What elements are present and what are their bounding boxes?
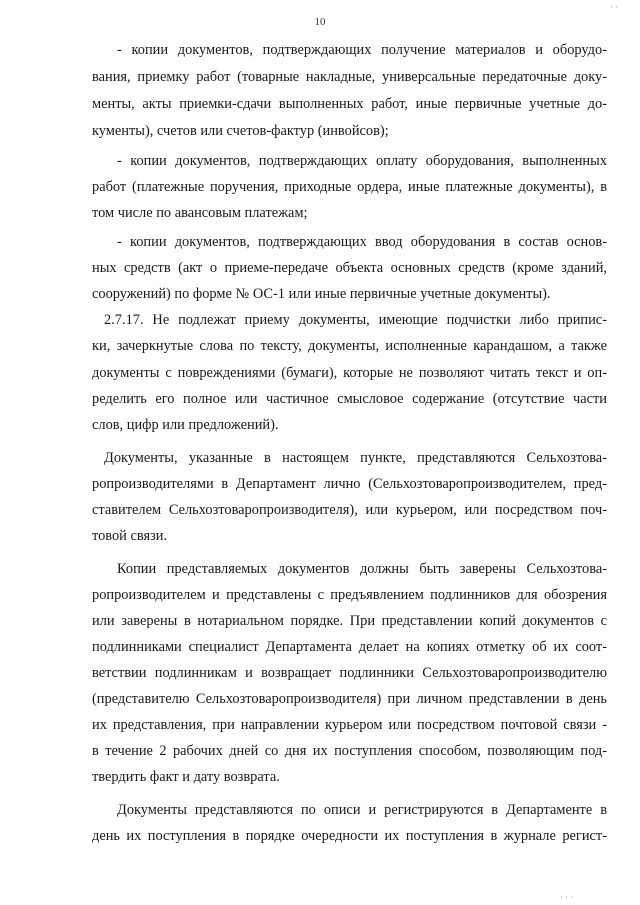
text-line (0, 739, 640, 763)
text-line-content: подлинниками специалист Департамента делает на копиях отметку об их соот- (92, 639, 607, 655)
text-line-content: ных средств (акт о приеме-передаче объекта основных средств (кроме зданий, (92, 260, 607, 276)
text-line (0, 798, 640, 822)
text-line-content: Копии представляемых документов должны быть заверены Сельхозтова- (117, 561, 607, 577)
text-line (0, 282, 640, 306)
text-line-content: ветствии подлинникам и возвращает подлинники Сельхозтоваропроизводителю (92, 665, 607, 681)
text-line-content: в течение 2 рабочих дней со дня их поступления способом, позволяющим под- (92, 743, 607, 759)
scan-artifact-top: · · (610, 2, 619, 12)
text-line-content: документы с повреждениями (бумаги), которые не позволяют читать текст и оп- (92, 365, 607, 381)
text-line (0, 687, 640, 711)
text-line (0, 824, 640, 848)
text-line (0, 635, 640, 659)
text-line (0, 256, 640, 280)
text-line (0, 92, 640, 116)
text-line-content: ределить его полное или частичное смысловое содержание (отсутствие части (92, 391, 607, 407)
text-line (0, 149, 640, 173)
text-line-content: 2.7.17. Не подлежат приему документы, имеющие подчистки либо припис- (104, 312, 607, 328)
text-line (0, 583, 640, 607)
text-line-content: ропроизводителем и представлены с предъявлением подлинников для обозрения (92, 587, 607, 603)
text-line (0, 38, 640, 62)
text-line-content: - копии документов, подтверждающих оплату оборудования, выполненных (117, 153, 607, 169)
text-line-content: твердить факт и дату возврата. (92, 769, 280, 785)
text-line (0, 175, 640, 199)
text-line (0, 361, 640, 385)
page-number: 10 (314, 16, 326, 28)
text-line-content: вания, приемку работ (товарные накладные, универсальные передаточные доку- (92, 69, 607, 85)
text-line (0, 609, 640, 633)
text-line-content: их представления, при направлении курьером или посредством почтовой связи - (92, 717, 607, 733)
text-line (0, 387, 640, 411)
text-line (0, 119, 640, 143)
text-line (0, 308, 640, 332)
text-line (0, 413, 640, 437)
text-line (0, 334, 640, 358)
text-line (0, 201, 640, 225)
text-line-content: (представителю Сельхозтоваропроизводителя) при личном представлении в день (92, 691, 607, 707)
text-line-content: кументы), счетов или счетов-фактур (инвойсов); (92, 123, 389, 139)
text-line (0, 765, 640, 789)
text-line (0, 557, 640, 581)
text-line (0, 230, 640, 254)
text-line-content: Документы представляются по описи и регистрируются в Департаменте в (117, 802, 607, 818)
text-line-content: ки, зачеркнутые слова по тексту, документы, исполненные карандашом, а также (92, 338, 607, 354)
text-line-content: ропроизводителями в Департамент лично (Сельхозтоваропроизводителем, пред- (92, 476, 607, 492)
text-line-content: - копии документов, подтверждающих ввод оборудования в состав основ- (117, 234, 607, 250)
text-line-content: том числе по авансовым платежам; (92, 205, 308, 221)
text-line-content: день их поступления в порядке очередности их поступления в журнале регист- (92, 828, 607, 844)
scan-artifact-bottom: · · · (560, 892, 574, 902)
text-line (0, 472, 640, 496)
text-line (0, 661, 640, 685)
text-line-content: работ (платежные поручения, приходные ордера, иные платежные документы), в (92, 179, 607, 195)
text-line-content: слов, цифр или предложений). (92, 417, 279, 433)
text-line (0, 65, 640, 89)
text-line-content: товой связи. (92, 528, 168, 544)
text-line (0, 446, 640, 470)
text-line-content: - копии документов, подтверждающих получение материалов и оборудо- (117, 42, 607, 58)
text-line (0, 498, 640, 522)
text-line-content: Документы, указанные в настоящем пункте, представляются Сельхозтова- (104, 450, 607, 466)
text-line-content: сооружений) по форме № ОС-1 или иные первичные учетные документы). (92, 286, 551, 302)
text-line-content: или заверены в нотариальном порядке. При представлении копий документов с (92, 613, 607, 629)
text-line-content: менты, акты приемки-сдачи выполненных работ, иные первичные учетные до- (92, 96, 607, 112)
text-line-content: ставителем Сельхозтоваропроизводителя), или курьером, или посредством поч- (92, 502, 607, 518)
text-line (0, 713, 640, 737)
text-line (0, 524, 640, 548)
